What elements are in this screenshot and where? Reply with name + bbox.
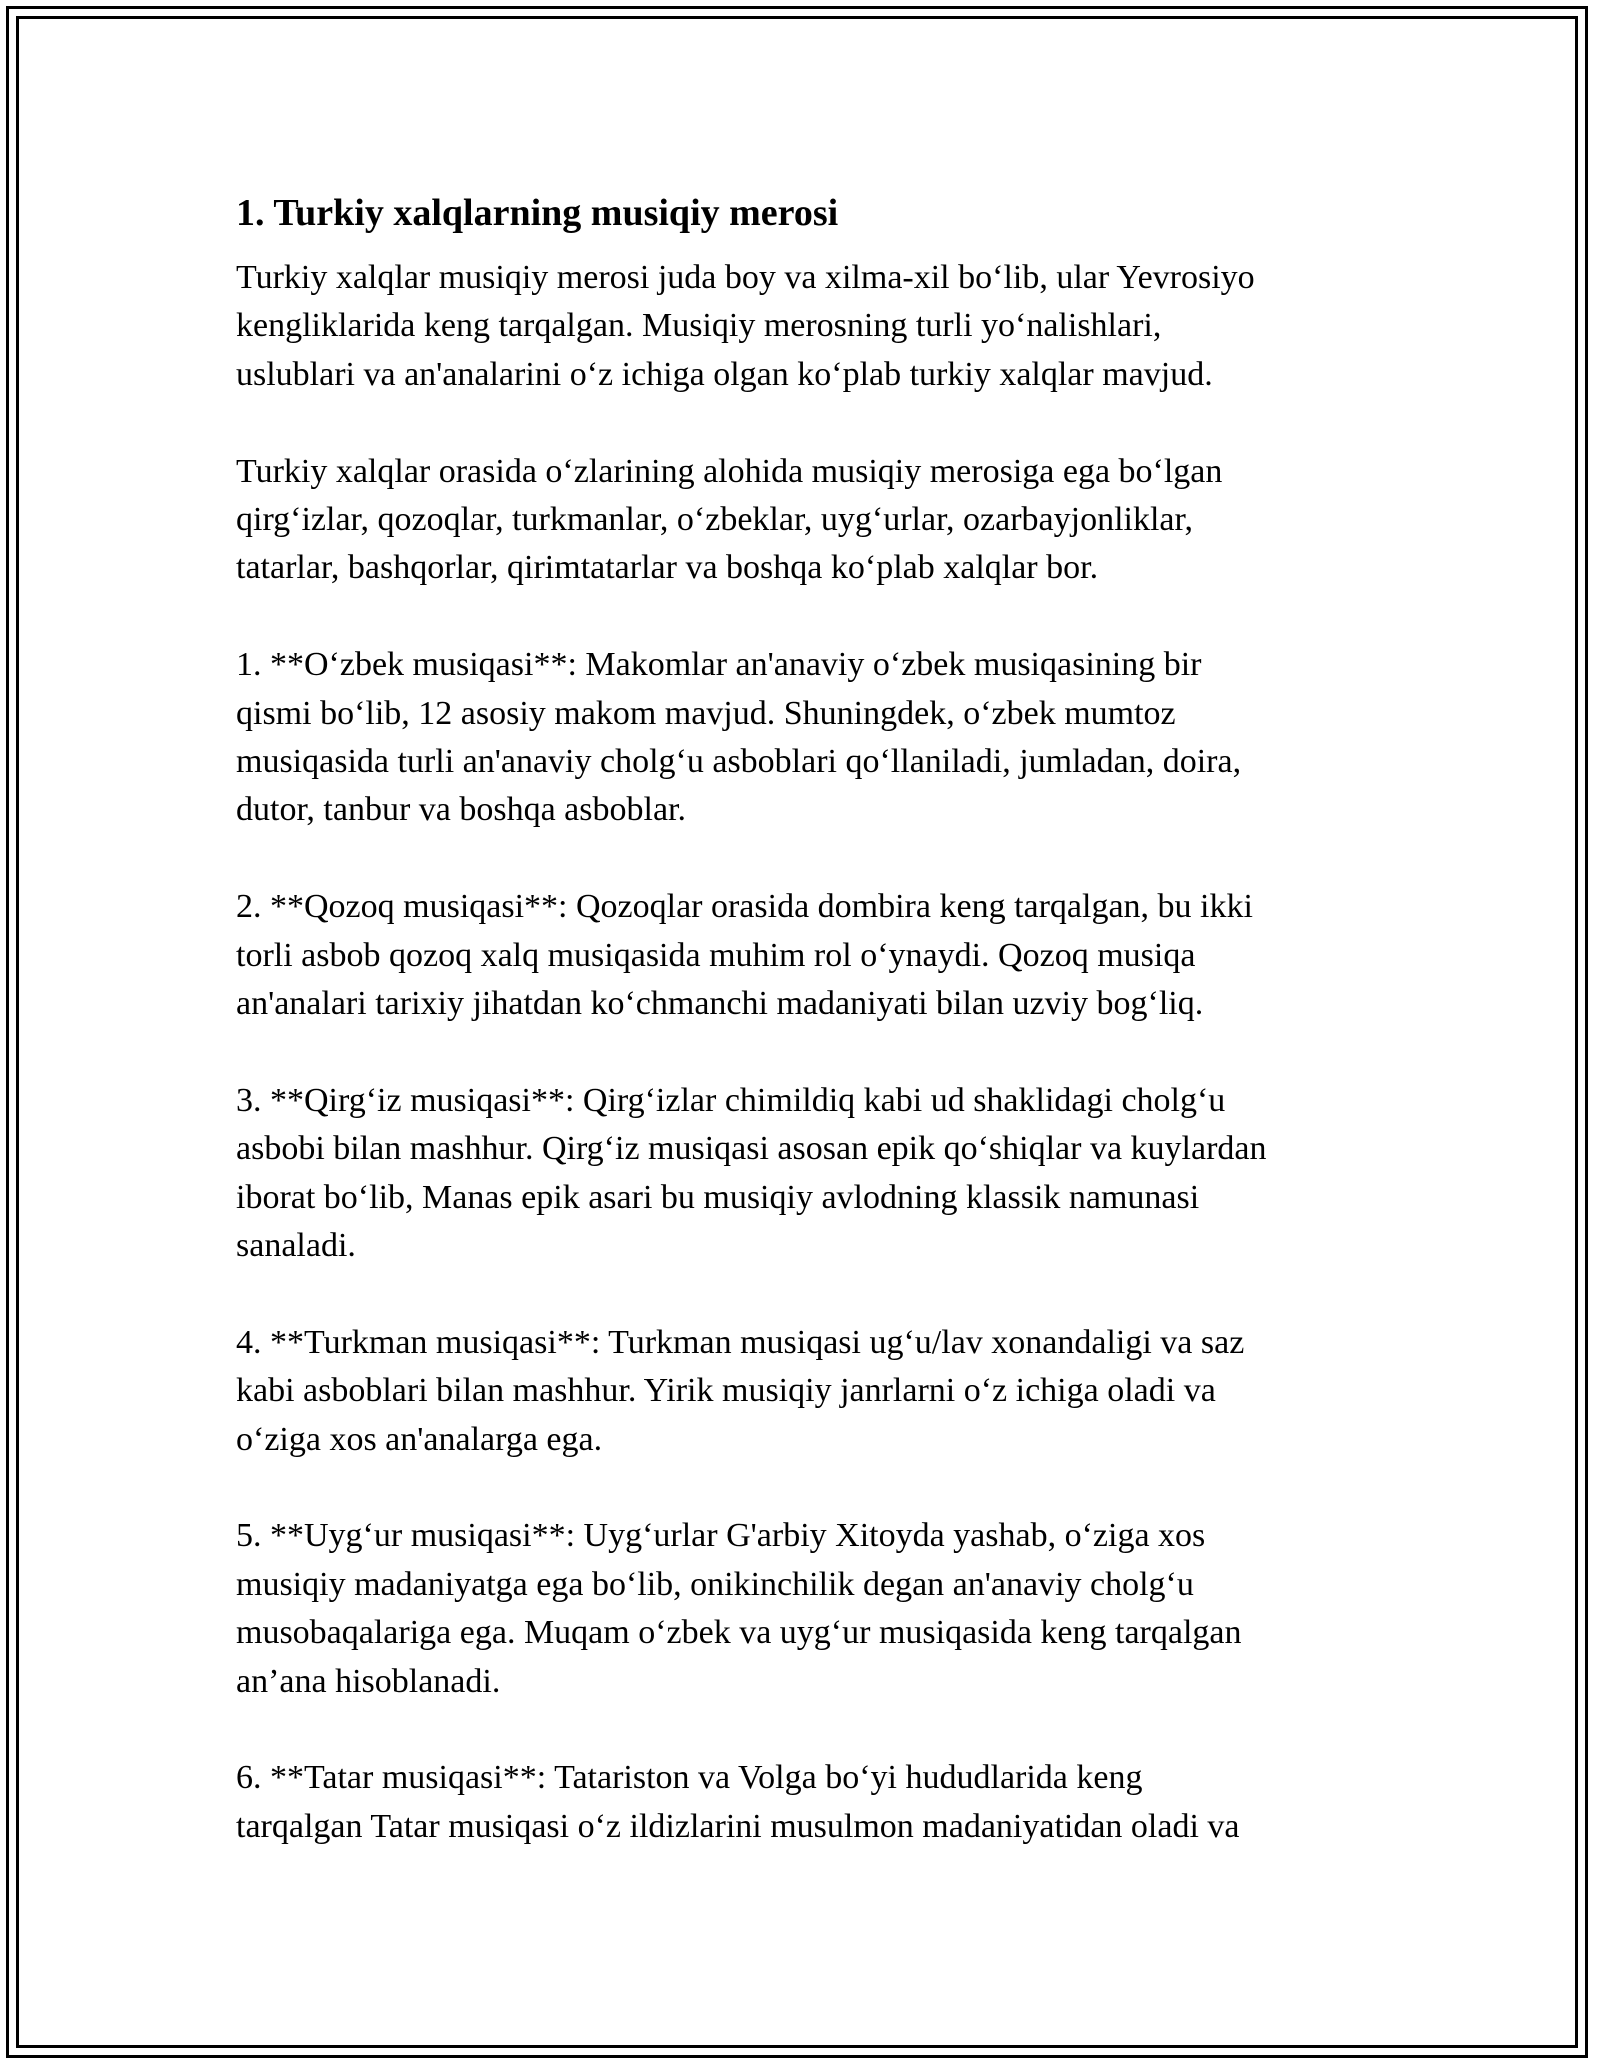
paragraph-intro [236,254,1376,399]
paragraph-uyghur-music [236,1512,1376,1706]
paragraph-peoples [236,448,1376,593]
paragraph-turkmen-music [236,1319,1376,1464]
paragraph-uzbek-music [236,641,1376,835]
text-line: qirgʻizlar, qozoqlar, turkmanlar, oʻzbeklar, uygʻurlar, ozarbayjonliklar, [236,501,1193,539]
text-line: tatarlar, bashqorlar, qirimtatarlar va boshqa koʻplab xalqlar bor. [236,549,1099,587]
text-line: Turkiy xalqlar musiqiy merosi juda boy va xilma-xil boʻlib, ular Yevrosiyo [236,259,1255,296]
text-line: 2. **Qozoq musiqasi**: Qozoqlar orasida dombira keng tarqalgan, bu ikki [236,888,1253,926]
text-line: Turkiy xalqlar orasida oʻzlarining alohida musiqiy merosiga ega boʻlgan [236,452,1223,490]
document-body [236,186,1376,1900]
paragraph-tatar-music [236,1754,1376,1851]
text-line: sanaladi. [236,1227,356,1265]
text-line: torli asbob qozoq xalq musiqasida muhim rol oʻynaydi. Qozoq musiqa [236,936,1196,974]
paragraph-kazakh-music [236,883,1376,1028]
text-line: uslublari va an'analarini oʻz ichiga olgan koʻplab turkiy xalqlar mavjud. [236,355,1213,393]
text-line: oʻziga xos an'analarga ega. [236,1420,603,1458]
text-line: kabi asboblari bilan mashhur. Yirik musiqiy janrlarni oʻz ichiga oladi va [236,1372,1216,1410]
text-line: 6. **Tatar musiqasi**: Tatariston va Volga boʻyi hududlarida keng [236,1759,1143,1797]
text-line: 5. **Uygʻur musiqasi**: Uygʻurlar G'arbiy Xitoyda yashab, oʻziga xos [236,1517,1206,1555]
text-line: tarqalgan Tatar musiqasi oʻz ildizlarini musulmon madaniyatidan oladi va [236,1807,1240,1845]
paragraph-kyrgyz-music [236,1077,1376,1271]
text-line: musobaqalariga ega. Muqam oʻzbek va uygʻur musiqasida keng tarqalgan [236,1614,1242,1652]
text-line: qismi boʻlib, 12 asosiy makom mavjud. Shuningdek, oʻzbek mumtoz [236,694,1176,732]
text-line: 3. **Qirgʻiz musiqasi**: Qirgʻizlar chimildiq kabi ud shaklidagi cholgʻu [236,1081,1226,1119]
text-line: musiqasida turli an'anaviy cholgʻu asboblari qoʻllaniladi, jumladan, doira, [236,743,1242,781]
text-line: iborat boʻlib, Manas epik asari bu musiqiy avlodning klassik namunasi [236,1178,1200,1216]
text-line: asbobi bilan mashhur. Qirgʻiz musiqasi asosan epik qoʻshiqlar va kuylardan [236,1130,1267,1168]
text-line: 1. **Oʻzbek musiqasi**: Makomlar an'anaviy oʻzbek musiqasining bir [236,646,1202,684]
text-line: musiqiy madaniyatga ega boʻlib, onikinchilik degan an'anaviy cholgʻu [236,1565,1194,1603]
text-line: dutor, tanbur va boshqa asboblar. [236,791,686,829]
text-line: an'analari tarixiy jihatdan koʻchmanchi madaniyati bilan uzviy bogʻliq. [236,985,1204,1023]
text-line: 4. **Turkman musiqasi**: Turkman musiqasi ugʻu/lav xonandaligi va saz [236,1323,1245,1361]
section-heading: 1. Turkiy xalqlarning musiqiy merosi [236,192,839,234]
text-line: kengliklarida keng tarqalgan. Musiqiy merosning turli yoʻnalishlari, [236,307,1162,345]
text-line: an’ana hisoblanadi. [236,1662,501,1700]
